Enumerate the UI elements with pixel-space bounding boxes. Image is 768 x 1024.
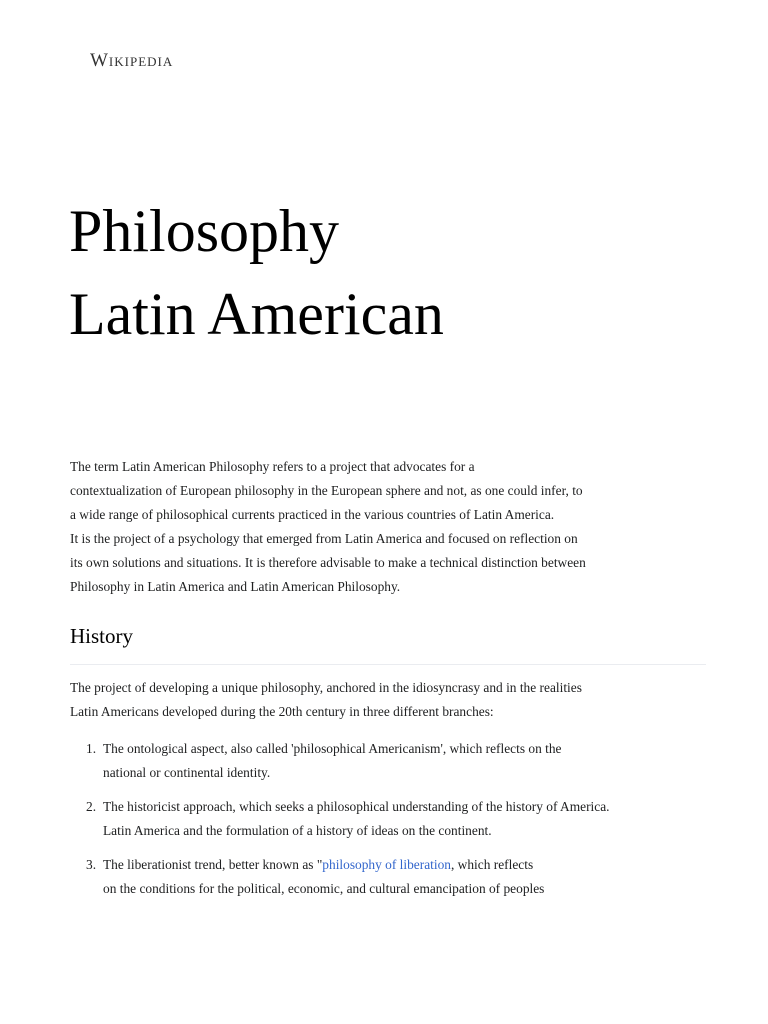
history-line-2: Latin Americans developed during the 20th century in three different branches:	[70, 704, 494, 719]
page-title-line-2: Latin American	[69, 281, 444, 347]
intro-line-4: It is the project of a psychology that emerged from Latin America and focused on reflection on	[70, 531, 578, 546]
list-item-line-1: The ontological aspect, also called 'philosophical Americanism', which reflects on the	[103, 741, 562, 756]
list-item-line-1-start: The liberationist trend, better known as "	[103, 857, 323, 872]
list-item-number: 3.	[86, 857, 97, 872]
intro-line-6: Philosophy in Latin America and Latin American Philosophy.	[70, 579, 401, 594]
list-item-number: 1.	[86, 741, 97, 756]
list-item-line-2: national or continental identity.	[103, 765, 271, 780]
branches-list	[70, 737, 710, 911]
intro-paragraph	[70, 455, 710, 599]
history-paragraph	[70, 676, 710, 724]
philosophy-of-liberation-link[interactable]: philosophy of liberation	[322, 857, 451, 872]
page-title-line-1: Philosophy	[69, 198, 340, 264]
history-heading: History	[70, 624, 133, 648]
list-item-line-1-end: , which reflects	[450, 857, 534, 872]
section-divider	[70, 664, 706, 665]
list-item-line-1: The historicist approach, which seeks a philosophical understanding of the history of America.	[103, 799, 610, 814]
list-item	[70, 737, 710, 785]
intro-line-2: contextualization of European philosophy in the European sphere and not, as one could infer, to	[70, 483, 583, 498]
intro-line-1: The term Latin American Philosophy refers to a project that advocates for a	[70, 459, 475, 474]
intro-line-3: a wide range of philosophical currents practiced in the various countries of Latin America.	[70, 507, 555, 522]
list-item-number: 2.	[86, 799, 97, 814]
wikipedia-logo[interactable]: Wikipedia	[90, 50, 174, 71]
list-item-line-2: on the conditions for the political, economic, and cultural emancipation of peoples	[103, 881, 545, 896]
list-item	[70, 853, 710, 901]
list-item-line-2: Latin America and the formulation of a history of ideas on the continent.	[103, 823, 492, 838]
list-item	[70, 795, 710, 843]
intro-line-5: its own solutions and situations. It is therefore advisable to make a technical distinction between	[70, 555, 586, 570]
page-title	[69, 190, 444, 356]
history-line-1: The project of developing a unique philosophy, anchored in the idiosyncrasy and in the realities	[70, 680, 582, 695]
